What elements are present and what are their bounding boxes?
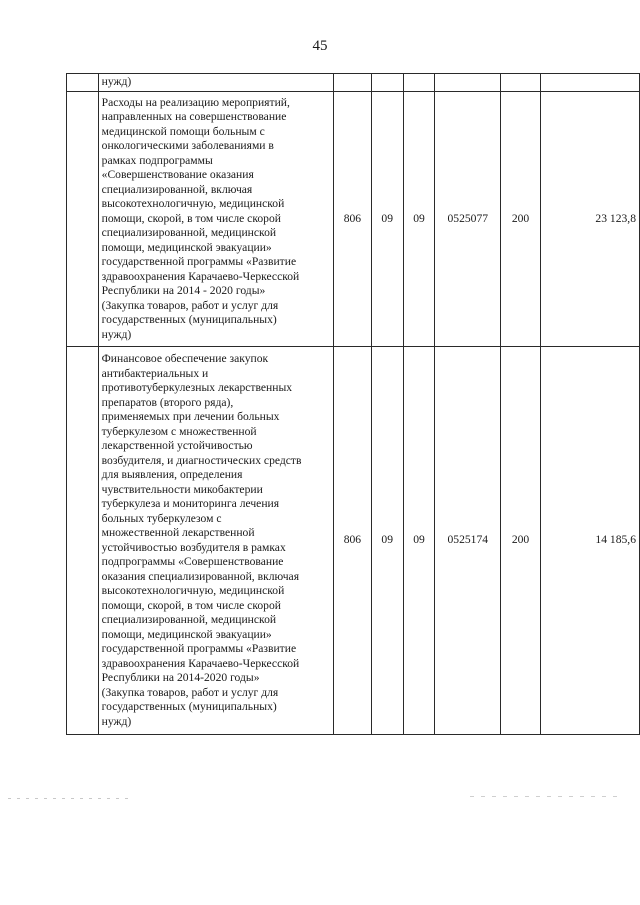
page-number: 45 — [312, 38, 328, 54]
section-cell: 09 — [371, 92, 403, 347]
row-index-cell — [67, 74, 99, 92]
admin-code-cell — [334, 74, 372, 92]
admin-code-cell: 806 — [334, 347, 372, 735]
section-cell: 09 — [371, 347, 403, 735]
target-article-cell: 0525077 — [435, 92, 501, 347]
expense-description: Расходы на реализацию мероприятий, направленных на совершенствование медицинской помощи больным с онкологическими заболеваниями в рамках подпрограммы «Совершенствование оказания специализированной, включая высокотехнологичную, медицинской помощи, скорой, в том числе скорой специализированной, медицинской помощи, медицинской эвакуации» государственной программы «Развитие здравоохранения Карачаево-Черкесской Республики на 2014 - 2020 годы» (Закупка товаров, работ и услуг для государственных (муниципальных) нужд) — [98, 92, 333, 347]
amount-cell: 23 123,8 — [540, 92, 639, 347]
table-row — [67, 74, 640, 92]
budget-table — [66, 73, 640, 735]
amount-cell: 14 185,6 — [540, 347, 639, 735]
target-article-cell: 0525174 — [435, 347, 501, 735]
expense-type-cell: 200 — [501, 347, 541, 735]
subsection-cell: 09 — [403, 92, 435, 347]
expense-description: нужд) — [98, 74, 333, 92]
table-row — [67, 347, 640, 735]
admin-code-cell: 806 — [334, 92, 372, 347]
table-row — [67, 92, 640, 347]
row-index-cell — [67, 347, 99, 735]
subsection-cell — [403, 74, 435, 92]
row-index-cell — [67, 92, 99, 347]
scan-artifact — [8, 798, 128, 799]
target-article-cell — [435, 74, 501, 92]
expense-type-cell — [501, 74, 541, 92]
amount-cell — [540, 74, 639, 92]
scan-artifact — [470, 796, 620, 797]
expense-description: Финансовое обеспечение закупок антибактериальных и противотуберкулезных лекарственных препаратов (второго ряда), применяемых при лечении больных туберкулезом с множественной лекарственной устойчивостью возбудителя, и диагностических средств для выявления, определения чувствительности микобактерии туберкулеза и мониторинга лечения больных туберкулезом с множественной лекарственной устойчивостью возбудителя в рамках подпрограммы «Совершенствование оказания специализированной, включая высокотехнологичную, медицинской помощи, скорой, в том числе скорой специализированной, медицинской помощи, медицинской эвакуации» государственной программы «Развитие здравоохранения Карачаево-Черкесской Республики на 2014-2020 годы» (Закупка товаров, работ и услуг для государственных (муниципальных) нужд) — [98, 347, 333, 735]
expense-type-cell: 200 — [501, 92, 541, 347]
section-cell — [371, 74, 403, 92]
subsection-cell: 09 — [403, 347, 435, 735]
